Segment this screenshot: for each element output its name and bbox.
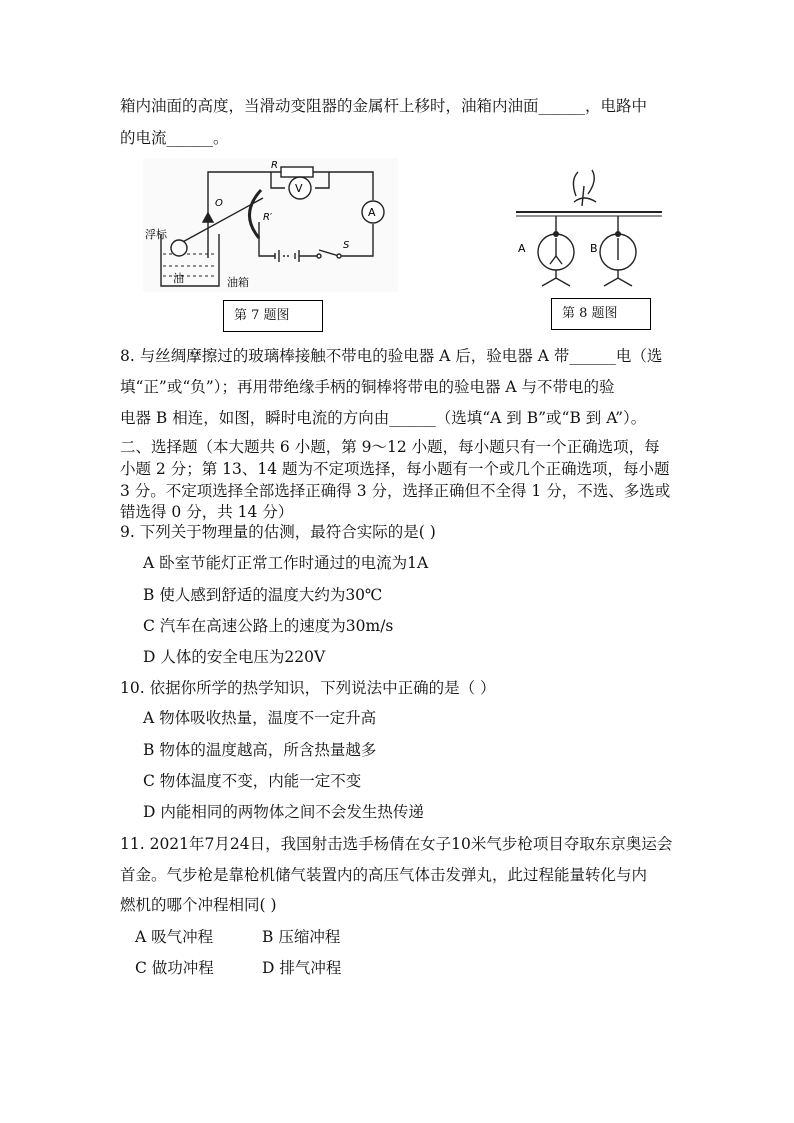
q9-option-a: A 卧室节能灯正常工作时通过的电流为1A: [143, 554, 429, 572]
label-R: R: [271, 160, 278, 171]
q8-electroscope-figure: [512, 166, 664, 290]
q7-text-line-1: 箱内油面的高度，当滑动变阻器的金属杆上移时，油箱内油面______，电路中: [120, 97, 648, 115]
q8-text-line-2: 填“正”或“负”）；再用带绝缘手柄的铜棒将带电的验电器 A 与不带电的验: [120, 378, 615, 396]
label-O: O: [215, 198, 223, 209]
q10-option-d: D 内能相同的两物体之间不会发生热传递: [143, 803, 424, 821]
label-electroscope-B: B: [590, 242, 598, 255]
q11-text-line-3: 燃机的哪个冲程相同( ): [120, 896, 277, 914]
q11-option-a: A 吸气冲程: [135, 928, 214, 946]
label-electroscope-A: A: [518, 242, 526, 255]
label-float: 浮标: [145, 228, 167, 241]
q10-stem: 10. 依据你所学的热学知识，下列说法中正确的是（ ）: [120, 679, 496, 697]
section2-heading-line-2: 小题 2 分；第 13、14 题为不定项选择，每小题有一个或几个正确选项，每小题: [120, 460, 670, 478]
q10-option-b: B 物体的温度越高，所含热量越多: [143, 741, 377, 759]
section2-heading-line-1: 二、选择题（本大题共 6 小题，第 9～12 小题，每小题只有一个正确选项，每: [120, 438, 660, 456]
label-oil: 油: [173, 272, 184, 285]
q8-text-line-1: 8. 与丝绸摩擦过的玻璃棒接触不带电的验电器 A 后，验电器 A 带______电（选: [120, 347, 663, 365]
label-oil-tank: 油箱: [227, 276, 249, 289]
q9-stem: 9. 下列关于物理量的估测，最符合实际的是( ): [120, 523, 436, 541]
label-R-prime: R′: [263, 212, 273, 223]
q11-option-d: D 排气冲程: [262, 959, 342, 977]
section2-heading-line-3: 3 分。不定项选择全部选择正确得 3 分，选择正确但不全得 1 分，不选、多选或: [120, 482, 671, 500]
q11-option-c: C 做功冲程: [135, 959, 214, 977]
q11-text-line-1: 11. 2021年7月24日，我国射击选手杨倩在女子10米气步枪项目夺取东京奥运会: [120, 835, 673, 853]
q11-text-line-2: 首金。气步枪是靠枪机储气装置内的高压气体击发弹丸，此过程能量转化与内: [120, 866, 648, 884]
q9-option-c: C 汽车在高速公路上的速度为30m/s: [143, 617, 394, 635]
q8-text-line-3: 电器 B 相连，如图，瞬时电流的方向由______（选填“A 到 B”或“B 到 A”）。: [120, 409, 647, 427]
q9-option-d: D 人体的安全电压为220V: [143, 648, 326, 666]
figure-7-caption: 第 7 题图: [223, 300, 323, 332]
q10-option-a: A 物体吸收热量，温度不一定升高: [143, 709, 377, 727]
label-S: S: [343, 240, 350, 251]
q7-text-line-2: 的电流______。: [120, 129, 229, 147]
label-V: V: [295, 182, 303, 195]
q7-circuit-figure: [143, 158, 398, 292]
figure-8-caption: 第 8 题图: [551, 298, 651, 330]
section2-heading-line-4: 错选得 0 分，共 14 分）: [120, 503, 294, 521]
q10-option-c: C 物体温度不变，内能一定不变: [143, 772, 362, 790]
q9-option-b: B 使人感到舒适的温度大约为30℃: [143, 586, 383, 604]
q11-option-b: B 压缩冲程: [262, 928, 341, 946]
label-A: A: [368, 206, 376, 219]
